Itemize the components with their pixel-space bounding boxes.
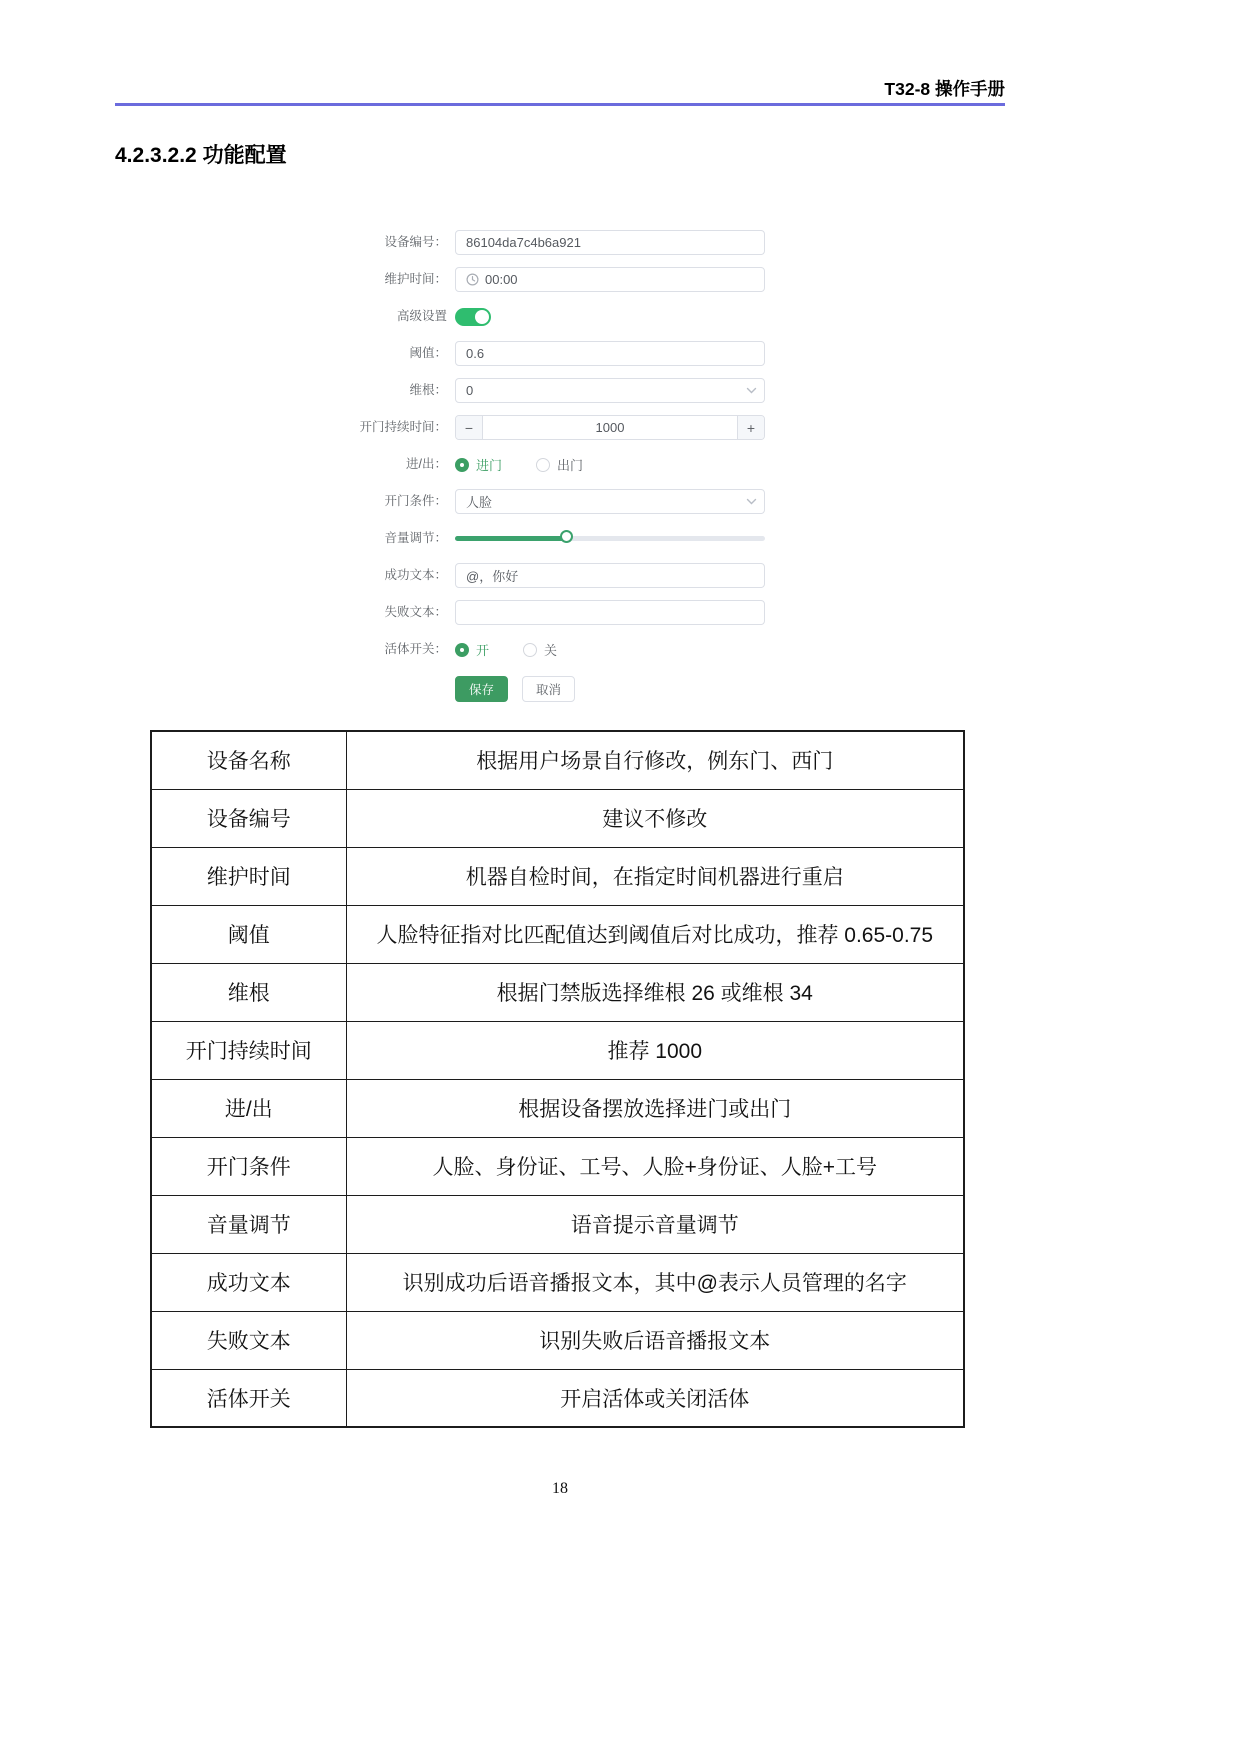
param-name-cell: 设备编号 bbox=[151, 789, 346, 847]
minus-button[interactable] bbox=[456, 416, 483, 439]
radio-out-door[interactable] bbox=[536, 455, 583, 474]
page-number: 18 bbox=[552, 1480, 568, 1497]
slider-fill bbox=[455, 536, 567, 541]
chevron-down-icon bbox=[746, 386, 757, 395]
door-open-condition-select[interactable] bbox=[455, 489, 765, 514]
wiegand-label: 维根： bbox=[409, 383, 447, 397]
param-desc-cell: 识别成功后语音播报文本，其中@表示人员管理的名字 bbox=[346, 1253, 964, 1311]
door-open-condition-value: 人脸 bbox=[466, 495, 493, 510]
maintenance-time-row bbox=[352, 267, 765, 292]
param-desc-cell: 根据用户场景自行修改，例东门、西门 bbox=[346, 731, 964, 789]
param-desc-cell: 人脸特征指对比匹配值达到阈值后对比成功，推荐 0.65-0.75 bbox=[346, 905, 964, 963]
param-desc-cell: 识别失败后语音播报文本 bbox=[346, 1311, 964, 1369]
radio-liveness-on-label: 开 bbox=[476, 643, 490, 658]
toggle-knob bbox=[475, 310, 489, 324]
device-id-row bbox=[352, 230, 765, 255]
clock-icon bbox=[466, 273, 479, 286]
liveness-label: 活体开关： bbox=[384, 642, 447, 656]
table-row bbox=[151, 1137, 964, 1195]
success-text-value: @，你好 bbox=[466, 569, 519, 584]
radio-liveness-off-label: 关 bbox=[544, 643, 558, 658]
in-out-label: 进/出： bbox=[406, 457, 447, 471]
threshold-row bbox=[352, 341, 765, 366]
radio-unchecked-icon bbox=[536, 458, 550, 472]
plus-button[interactable] bbox=[737, 416, 764, 439]
volume-label: 音量调节： bbox=[384, 531, 447, 545]
param-desc-cell: 建议不修改 bbox=[346, 789, 964, 847]
param-desc-cell: 根据门禁版选择维根 26 或维根 34 bbox=[346, 963, 964, 1021]
param-name-cell: 设备名称 bbox=[151, 731, 346, 789]
wiegand-value: 0 bbox=[466, 383, 474, 398]
door-open-condition-row bbox=[352, 489, 765, 514]
door-open-duration-label: 开门持续时间： bbox=[359, 420, 447, 434]
chevron-down-icon bbox=[746, 497, 757, 506]
param-desc-cell: 机器自检时间，在指定时间机器进行重启 bbox=[346, 847, 964, 905]
radio-in-door[interactable] bbox=[455, 455, 502, 474]
parameter-spec-table bbox=[150, 730, 965, 1428]
in-out-row bbox=[352, 452, 765, 477]
minus-icon: − bbox=[464, 419, 474, 436]
radio-in-door-label: 进门 bbox=[476, 458, 503, 473]
maintenance-time-label: 维护时间： bbox=[384, 272, 447, 286]
table-row bbox=[151, 789, 964, 847]
advanced-settings-toggle[interactable] bbox=[455, 308, 491, 326]
advanced-settings-label: 高级设置 bbox=[396, 309, 447, 323]
radio-liveness-on[interactable] bbox=[455, 640, 489, 659]
header-divider bbox=[115, 103, 1005, 106]
param-name-cell: 进/出 bbox=[151, 1079, 346, 1137]
param-desc-cell: 语音提示音量调节 bbox=[346, 1195, 964, 1253]
radio-out-door-label: 出门 bbox=[557, 458, 584, 473]
maintenance-time-input[interactable] bbox=[455, 267, 765, 292]
document-title: T32-8 操作手册 bbox=[884, 79, 1005, 99]
param-name-cell: 维护时间 bbox=[151, 847, 346, 905]
fail-text-label: 失败文本： bbox=[384, 605, 447, 619]
param-desc-cell: 根据设备摆放选择进门或出门 bbox=[346, 1079, 964, 1137]
param-desc-cell: 人脸、身份证、工号、人脸+身份证、人脸+工号 bbox=[346, 1137, 964, 1195]
wiegand-select[interactable] bbox=[455, 378, 765, 403]
param-name-cell: 阈值 bbox=[151, 905, 346, 963]
radio-liveness-off[interactable] bbox=[523, 640, 557, 659]
success-text-input[interactable] bbox=[455, 563, 765, 588]
table-row bbox=[151, 1253, 964, 1311]
threshold-label: 阈值： bbox=[409, 346, 447, 360]
door-open-condition-label: 开门条件： bbox=[384, 494, 447, 508]
volume-row bbox=[352, 526, 765, 551]
success-text-row bbox=[352, 563, 765, 588]
param-name-cell: 开门条件 bbox=[151, 1137, 346, 1195]
radio-checked-icon bbox=[455, 458, 469, 472]
form-buttons-row bbox=[455, 676, 765, 701]
radio-checked-icon bbox=[455, 643, 469, 657]
device-id-input[interactable] bbox=[455, 230, 765, 255]
door-open-duration-value[interactable]: 1000 bbox=[595, 420, 625, 435]
table-row bbox=[151, 1195, 964, 1253]
advanced-settings-row bbox=[352, 304, 765, 329]
liveness-row bbox=[352, 637, 765, 662]
table-row bbox=[151, 731, 964, 789]
param-desc-cell: 推荐 1000 bbox=[346, 1021, 964, 1079]
table-row bbox=[151, 847, 964, 905]
section-heading: 4.2.3.2.2 功能配置 bbox=[115, 144, 287, 167]
table-row bbox=[151, 905, 964, 963]
threshold-value: 0.6 bbox=[466, 346, 485, 361]
door-open-duration-row bbox=[352, 415, 765, 440]
maintenance-time-value: 00:00 bbox=[485, 272, 518, 287]
fail-text-input[interactable] bbox=[455, 600, 765, 625]
device-id-value: 86104da7c4b6a921 bbox=[466, 235, 581, 250]
param-name-cell: 音量调节 bbox=[151, 1195, 346, 1253]
fail-text-row bbox=[352, 600, 765, 625]
table-row bbox=[151, 1079, 964, 1137]
save-button[interactable]: 保存 bbox=[455, 676, 508, 702]
table-row bbox=[151, 963, 964, 1021]
function-config-form bbox=[352, 230, 765, 713]
table-row bbox=[151, 1021, 964, 1079]
param-desc-cell: 开启活体或关闭活体 bbox=[346, 1369, 964, 1427]
param-name-cell: 失败文本 bbox=[151, 1311, 346, 1369]
cancel-button[interactable]: 取消 bbox=[522, 676, 575, 702]
door-open-duration-stepper bbox=[455, 415, 765, 440]
table-row bbox=[151, 1369, 964, 1427]
threshold-input[interactable] bbox=[455, 341, 765, 366]
param-name-cell: 开门持续时间 bbox=[151, 1021, 346, 1079]
success-text-label: 成功文本： bbox=[384, 568, 447, 582]
param-name-cell: 成功文本 bbox=[151, 1253, 346, 1311]
wiegand-row bbox=[352, 378, 765, 403]
slider-handle[interactable] bbox=[560, 530, 573, 543]
param-name-cell: 维根 bbox=[151, 963, 346, 1021]
radio-unchecked-icon bbox=[523, 643, 537, 657]
table-row bbox=[151, 1311, 964, 1369]
volume-slider[interactable] bbox=[455, 526, 765, 551]
device-id-label: 设备编号： bbox=[384, 235, 447, 249]
plus-icon: + bbox=[746, 419, 756, 436]
param-name-cell: 活体开关 bbox=[151, 1369, 346, 1427]
